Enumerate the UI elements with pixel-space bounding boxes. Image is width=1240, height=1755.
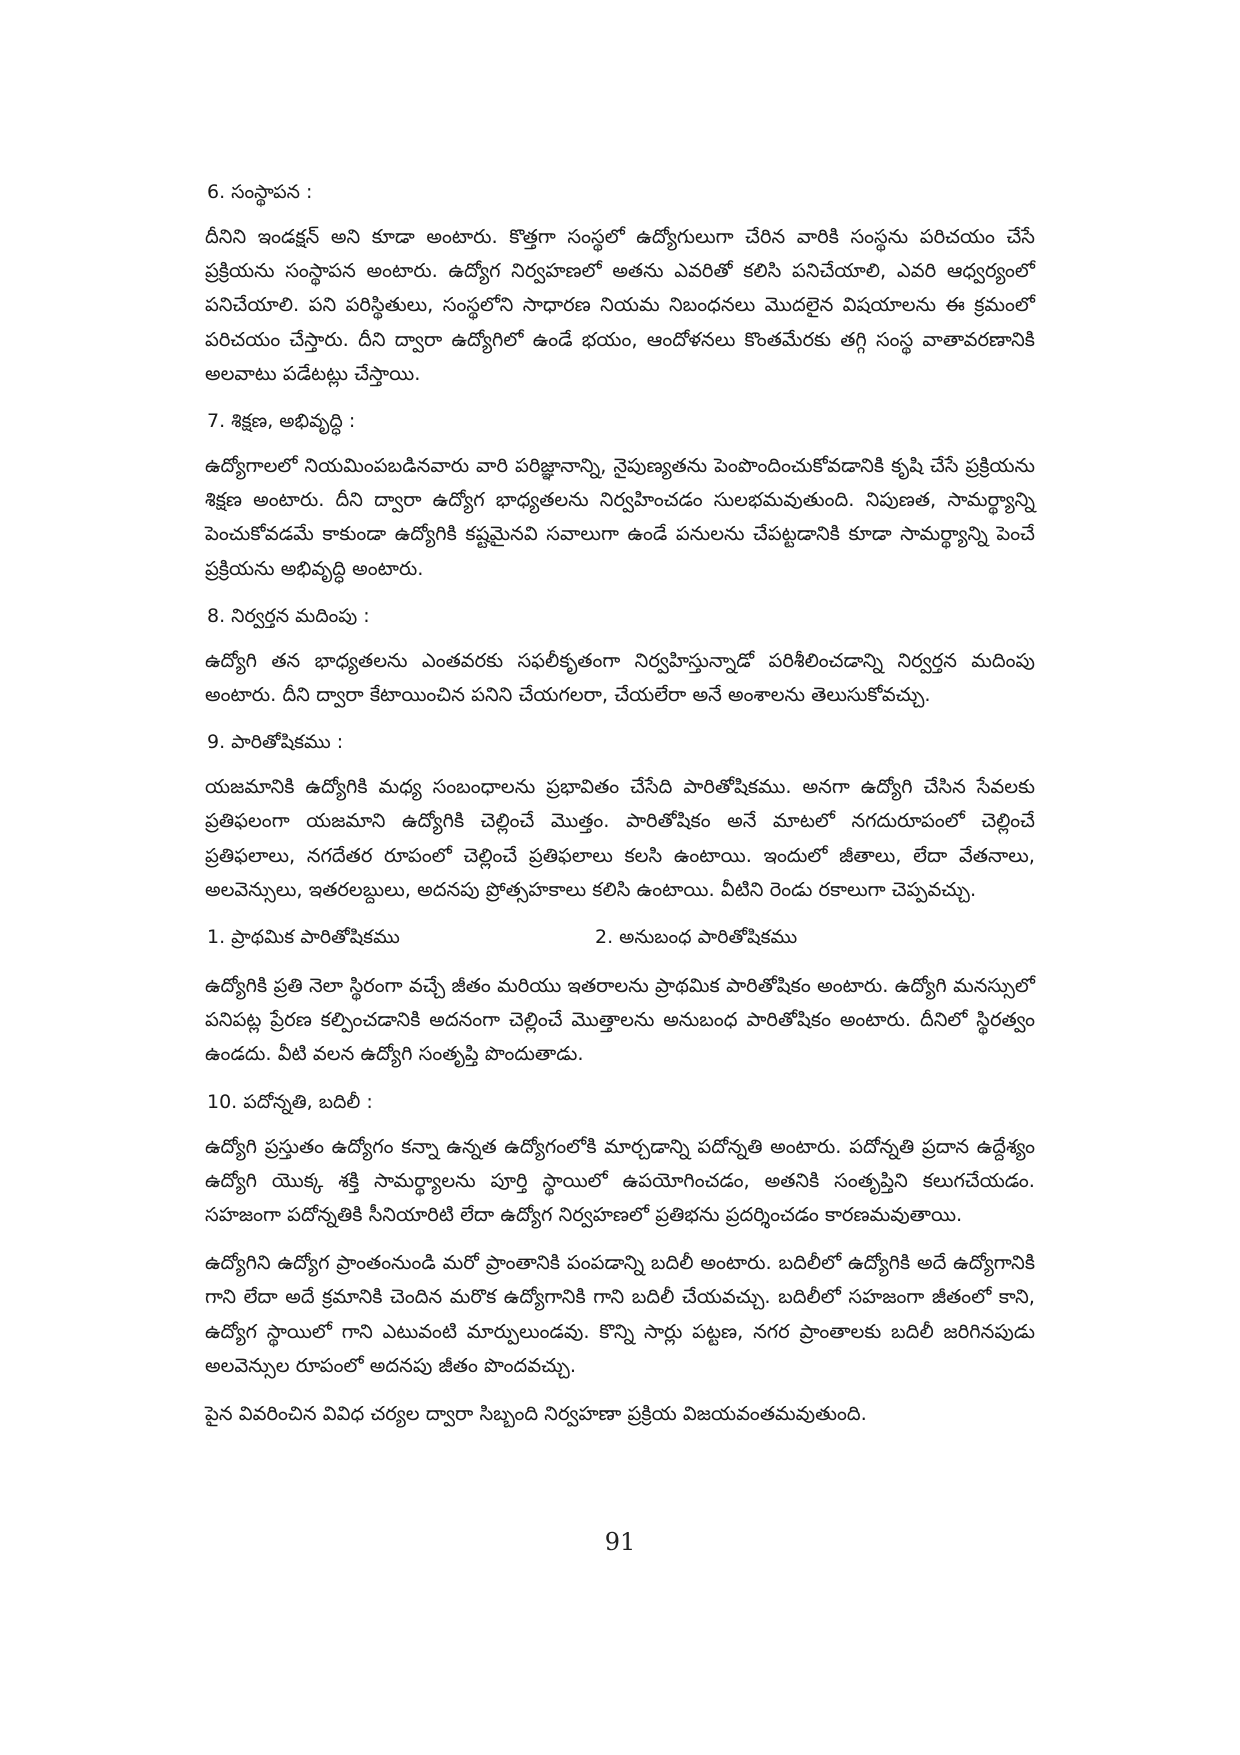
- page-number: 91: [604, 1528, 636, 1556]
- compensation-types: [205, 921, 1035, 953]
- paragraph-appraisal: ఉద్యోగి తన భాధ్యతలను ఎంతవరకు సఫలీకృతంగా నిర్వహిస్తున్నాడో పరిశీలించడాన్ని నిర్వర్తన మదింపు అంటారు. దీని ద్వారా కేటాయించిన పనిని చేయగలరా, చేయలేరా అనే అంశాలను తెలుసుకోవచ్చు.: [205, 648, 1035, 707]
- section-heading-promotion: 10. పదోన్నతి, బదిలీ :: [207, 1090, 373, 1113]
- section-heading-compensation: 9. పారితోషికము :: [207, 731, 344, 754]
- compensation-type-primary: 1. ప్రాథమిక పారితోషికము: [207, 926, 400, 949]
- paragraph-compensation: యజమానికి ఉద్యోగికి మధ్య సంబంధాలను ప్రభావితం చేసేది పారితోషికము. అనగా ఉద్యోగి చేసిన సేవలకు ప్రతిఫలంగా యజమాని ఉద్యోగికి చెల్లించే మొత్తం. పారితోషికం అనే మాటలో నగదురూపంలో చెల్లించే ప్రతిఫలాలు, నగదేతర రూపంలో చెల్లించే ప్రతిఫలాలు కలసి ఉంటాయి. ఇందులో జీతాలు, లేదా వేతనాలు, అలవెన్సులు, ఇతరలబ్దులు, అదనపు ప్రోత్సహకాలు కలిసి ఉంటాయి. వీటిని రెండు రకాలుగా చెప్పవచ్చు.: [205, 775, 1035, 901]
- paragraph-installation: దీనిని ఇండక్షన్ అని కూడా అంటారు. కొత్తగా సంస్థలో ఉద్యోగులుగా చేరిన వారికి సంస్థను పరిచయం చేసే ప్రక్రియను సంస్థాపన అంటారు. ఉద్యోగ నిర్వహణలో అతను ఎవరితో కలిసి పనిచేయాలి, ఎవరి ఆధ్వర్యంలో పనిచేయాలి. పని పరిస్థితులు, సంస్థలోని సాధారణ నియమ నిబంధనలు మొదలైన విషయాలను ఈ క్రమంలో పరిచయం చేస్తారు. దీని ద్వారా ఉద్యోగిలో ఉండే భయం, ఆందోళనలు కొంతమేరకు తగ్గి సంస్థ వాతావరణానికి అలవాటు పడేటట్లు చేస్తాయి.: [205, 225, 1035, 385]
- paragraph-compensation-types: ఉద్యోగికి ప్రతి నెలా స్థిరంగా వచ్చే జీతం మరియు ఇతరాలను ప్రాథమిక పారితోషికం అంటారు. ఉద్యోగి మనస్సులో పనిపట్ల ప్రేరణ కల్పించడానికి అదనంగా చెల్లించే మొత్తాలను అనుబంధ పారితోషికం అంటారు. దీనిలో స్థిరత్వం ఉండదు. వీటి వలన ఉద్యోగి సంతృప్తి పొందుతాడు.: [205, 974, 1035, 1066]
- compensation-type-supplementary: 2. అనుబంధ పారితోషికము: [595, 926, 798, 949]
- section-heading-installation: 6. సంస్థాపన :: [207, 181, 313, 203]
- page-content: [205, 176, 1035, 1445]
- paragraph-training: ఉద్యోగాలలో నియమింపబడినవారు వారి పరిజ్ఞానాన్ని, నైపుణ్యతను పెంపొందించుకోవడానికి కృషి చేసే ప్రక్రియను శిక్షణ అంటారు. దీని ద్వారా ఉద్యోగ భాధ్యతలను నిర్వహించడం సులభమవుతుంది. నిపుణత, సామర్థ్యాన్ని పెంచుకోవడమే కాకుండా ఉద్యోగికి కష్టమైనవి సవాలుగా ఉండే పనులను చేపట్టడానికి కూడా సామర్థ్యాన్ని పెంచే ప్రక్రియను అభివృద్ధి అంటారు.: [205, 454, 1035, 580]
- paragraph-promotion: ఉద్యోగి ప్రస్తుతం ఉద్యోగం కన్నా ఉన్నత ఉద్యోగంలోకి మార్చడాన్ని పదోన్నతి అంటారు. పదోన్నతి ప్రదాన ఉద్దేశ్యం ఉద్యోగి యొక్క శక్తి సామర్థ్యాలను పూర్తి స్థాయిలో ఉపయోగించడం, అతనికి సంతృప్తిని కలుగచేయడం. సహజంగా పదోన్నతికి సీనియారిటి లేదా ఉద్యోగ నిర్వహణలో ప్రతిభను ప్రదర్శించడం కారణమవుతాయి.: [205, 1134, 1035, 1227]
- section-heading-training: 7. శిక్షణ, అభివృద్ధి :: [207, 410, 356, 433]
- paragraph-transfer: ఉద్యోగిని ఉద్యోగ ప్రాంతంనుండి మరో ప్రాంతానికి పంపడాన్ని బదిలీ అంటారు. బదిలీలో ఉద్యోగికి అదే ఉద్యోగానికి గాని లేదా అదే క్రమానికి చెందిన మరొక ఉద్యోగానికి గాని బదిలీ చేయవచ్చు. బదిలీలో సహజంగా జీతంలో కాని, ఉద్యోగ స్థాయిలో గాని ఎటువంటి మార్పులుండవు. కొన్ని సార్లు పట్టణ, నగర ప్రాంతాలకు బదిలీ జరిగినపుడు అలవెన్సుల రూపంలో అదనపు జీతం పొందవచ్చు.: [205, 1251, 1035, 1377]
- paragraph-conclusion: పైన వివరించిన వివిధ చర్యల ద్వారా సిబ్బంది నిర్వహణా ప్రక్రియ విజయవంతమవుతుంది.: [205, 1402, 867, 1426]
- section-heading-appraisal: 8. నిర్వర్తన మదింపు :: [207, 604, 370, 627]
